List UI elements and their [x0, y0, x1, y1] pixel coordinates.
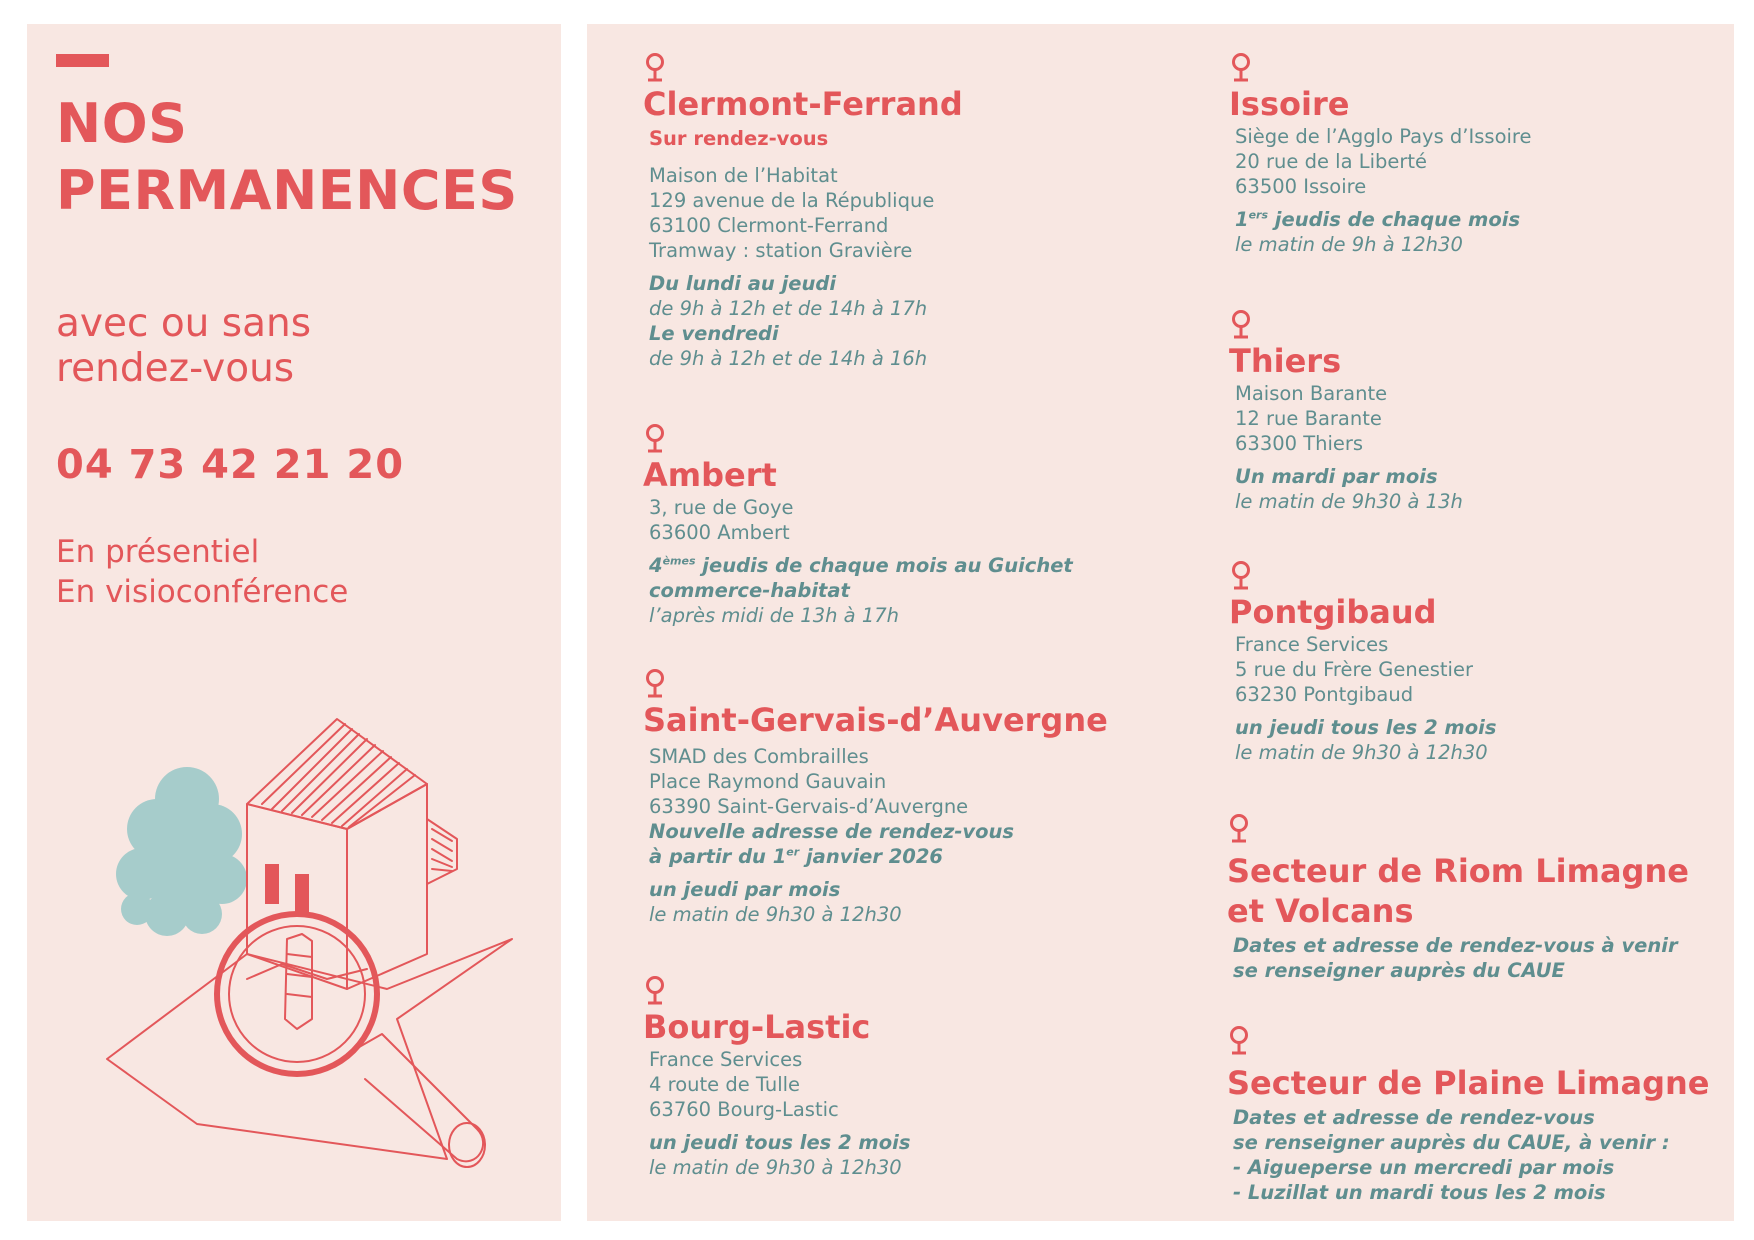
- location-name-line: et Volcans: [1227, 892, 1414, 930]
- new-address-notice: [649, 819, 1108, 869]
- location-name: Clermont-Ferrand: [643, 85, 963, 123]
- address-line: 63600 Ambert: [649, 521, 790, 544]
- location-thiers: [1229, 309, 1463, 514]
- left-panel: [27, 24, 561, 1221]
- ordinal-suffix: èmes: [662, 554, 696, 568]
- address-line: 20 rue de la Liberté: [1235, 150, 1428, 173]
- schedule-hours: l’après midi de 13h à 17h: [649, 604, 899, 627]
- schedule: [1235, 207, 1532, 257]
- address-line: Siège de l’Agglo Pays d’Issoire: [1235, 125, 1532, 148]
- map-pin-icon: [1230, 560, 1252, 592]
- schedule-days: commerce-habitat: [649, 579, 850, 602]
- schedule: [1235, 715, 1496, 765]
- address-line: 63300 Thiers: [1235, 432, 1364, 455]
- schedule-hours: le matin de 9h30 à 12h30: [649, 903, 902, 926]
- location-name: Issoire: [1229, 85, 1350, 123]
- location-issoire: [1229, 52, 1532, 257]
- location-pontgibaud: [1229, 560, 1496, 765]
- info-line: - Luzillat un mardi tous les 2 mois: [1233, 1181, 1606, 1204]
- schedule-hours: le matin de 9h30 à 12h30: [649, 1156, 902, 1179]
- schedule-days: un jeudi par mois: [649, 878, 841, 901]
- info-line: se renseigner auprès du CAUE: [1233, 959, 1565, 982]
- schedule-days: Du lundi au jeudi: [649, 272, 837, 295]
- subtitle: [56, 301, 311, 391]
- house-magnifier-illustration: [97, 689, 527, 1219]
- address-line: 63760 Bourg-Lastic: [649, 1098, 839, 1121]
- schedule-days: un jeudi tous les 2 mois: [649, 1131, 911, 1154]
- page-title: [56, 90, 518, 224]
- schedule-hours: le matin de 9h30 à 12h30: [1235, 741, 1488, 764]
- map-pin-icon: [1230, 309, 1252, 341]
- notice-date-suffix: janvier 2026: [799, 845, 943, 868]
- schedule-days: [649, 553, 1073, 578]
- schedule-days: un jeudi tous les 2 mois: [1235, 716, 1497, 739]
- ordinal-suffix: er: [786, 845, 800, 859]
- phone-number[interactable]: 04 73 42 21 20: [56, 442, 405, 488]
- subtitle-line-2: rendez-vous: [56, 346, 295, 391]
- schedule: [649, 271, 963, 371]
- notice-text: [649, 844, 1108, 869]
- schedule-days-number: 4: [649, 554, 663, 577]
- map-pin-icon: [644, 975, 666, 1007]
- address-line: 63390 Saint-Gervais-d’Auvergne: [649, 795, 969, 818]
- mode-in-person: En présentiel: [56, 534, 260, 570]
- window-icon: [295, 874, 309, 914]
- schedule-hours: de 9h à 12h et de 14h à 17h: [649, 297, 928, 320]
- address-line: Maison de l’Habitat: [649, 164, 838, 187]
- address-line: Tramway : station Gravière: [649, 239, 913, 262]
- location-name: [1227, 851, 1689, 931]
- appointment-note: Sur rendez-vous: [649, 127, 829, 150]
- address: [649, 1047, 910, 1122]
- address: [649, 495, 1073, 545]
- title-line-2: PERMANENCES: [56, 159, 518, 222]
- info-line: Dates et adresse de rendez-vous à venir: [1233, 934, 1678, 957]
- consultation-modes: [56, 532, 348, 612]
- schedule-days: [1235, 207, 1532, 232]
- title-line-1: NOS: [56, 92, 188, 155]
- schedule-hours: de 9h à 12h et de 14h à 16h: [649, 347, 928, 370]
- location-ambert: [643, 423, 1073, 628]
- address-line: Maison Barante: [1235, 382, 1388, 405]
- address-line: 3, rue de Goye: [649, 496, 794, 519]
- address-line: SMAD des Combrailles: [649, 745, 869, 768]
- location-bourg-lastic: [643, 975, 910, 1180]
- schedule: [649, 1130, 910, 1180]
- location-name: Saint-Gervais-d’Auvergne: [643, 701, 1108, 739]
- schedule-days-text: jeudis de chaque mois: [1268, 208, 1521, 231]
- location-name: Ambert: [643, 456, 777, 494]
- notice-text: Nouvelle adresse de rendez-vous: [649, 820, 1015, 843]
- subtitle-line-1: avec ou sans: [56, 301, 312, 346]
- address: [649, 163, 963, 263]
- location-name: Pontgibaud: [1229, 593, 1437, 631]
- schedule-days-text: jeudis de chaque mois au Guichet: [695, 554, 1073, 577]
- location-name: Secteur de Plaine Limagne: [1227, 1064, 1710, 1102]
- location-name: Bourg-Lastic: [643, 1008, 871, 1046]
- address-line: 4 route de Tulle: [649, 1073, 801, 1096]
- schedule-days: Un mardi par mois: [1235, 465, 1438, 488]
- address-line: 5 rue du Frère Genestier: [1235, 658, 1473, 681]
- address: [649, 744, 1108, 819]
- window-icon: [265, 864, 279, 904]
- schedule-hours: le matin de 9h à 12h30: [1235, 233, 1463, 256]
- address-line: 12 rue Barante: [1235, 407, 1382, 430]
- address-line: France Services: [1235, 633, 1389, 656]
- location-plaine-limagne: [1227, 1025, 1709, 1205]
- location-name: Thiers: [1229, 342, 1342, 380]
- info-line: se renseigner auprès du CAUE, à venir :: [1233, 1131, 1670, 1154]
- address-line: 63230 Pontgibaud: [1235, 683, 1414, 706]
- location-riom-limagne: [1227, 813, 1689, 983]
- map-pin-icon: [1230, 52, 1252, 84]
- mode-video: En visioconférence: [56, 574, 349, 610]
- schedule-days: Le vendredi: [649, 322, 779, 345]
- schedule-hours: le matin de 9h30 à 13h: [1235, 490, 1463, 513]
- schedule: [649, 877, 1108, 927]
- address-line: France Services: [649, 1048, 803, 1071]
- ordinal-suffix: ers: [1248, 208, 1269, 222]
- tree-icon: [116, 767, 247, 936]
- schedule: [1233, 933, 1689, 983]
- location-name-line: Secteur de Riom Limagne: [1227, 852, 1689, 890]
- info-line: - Aigueperse un mercredi par mois: [1233, 1156, 1615, 1179]
- schedule: [1233, 1105, 1709, 1205]
- map-pin-icon: [644, 668, 666, 700]
- notice-date-prefix: à partir du 1: [649, 845, 787, 868]
- info-line: Dates et adresse de rendez-vous: [1233, 1106, 1595, 1129]
- map-pin-icon: [644, 423, 666, 455]
- location-clermont-ferrand: [643, 52, 963, 371]
- address-line: Place Raymond Gauvain: [649, 770, 887, 793]
- schedule-days-number: 1: [1235, 208, 1249, 231]
- map-pin-icon: [1228, 813, 1250, 845]
- address-line: 63500 Issoire: [1235, 175, 1367, 198]
- map-pin-icon: [644, 52, 666, 84]
- title-accent-bar: [56, 54, 109, 67]
- address: [1235, 632, 1496, 707]
- schedule: [649, 553, 1073, 628]
- schedule: [1235, 464, 1463, 514]
- address: [1235, 381, 1463, 456]
- address-line: 63100 Clermont-Ferrand: [649, 214, 889, 237]
- location-saint-gervais: [643, 668, 1108, 927]
- address-line: 129 avenue de la République: [649, 189, 935, 212]
- address: [1235, 124, 1532, 199]
- map-pin-icon: [1228, 1025, 1250, 1057]
